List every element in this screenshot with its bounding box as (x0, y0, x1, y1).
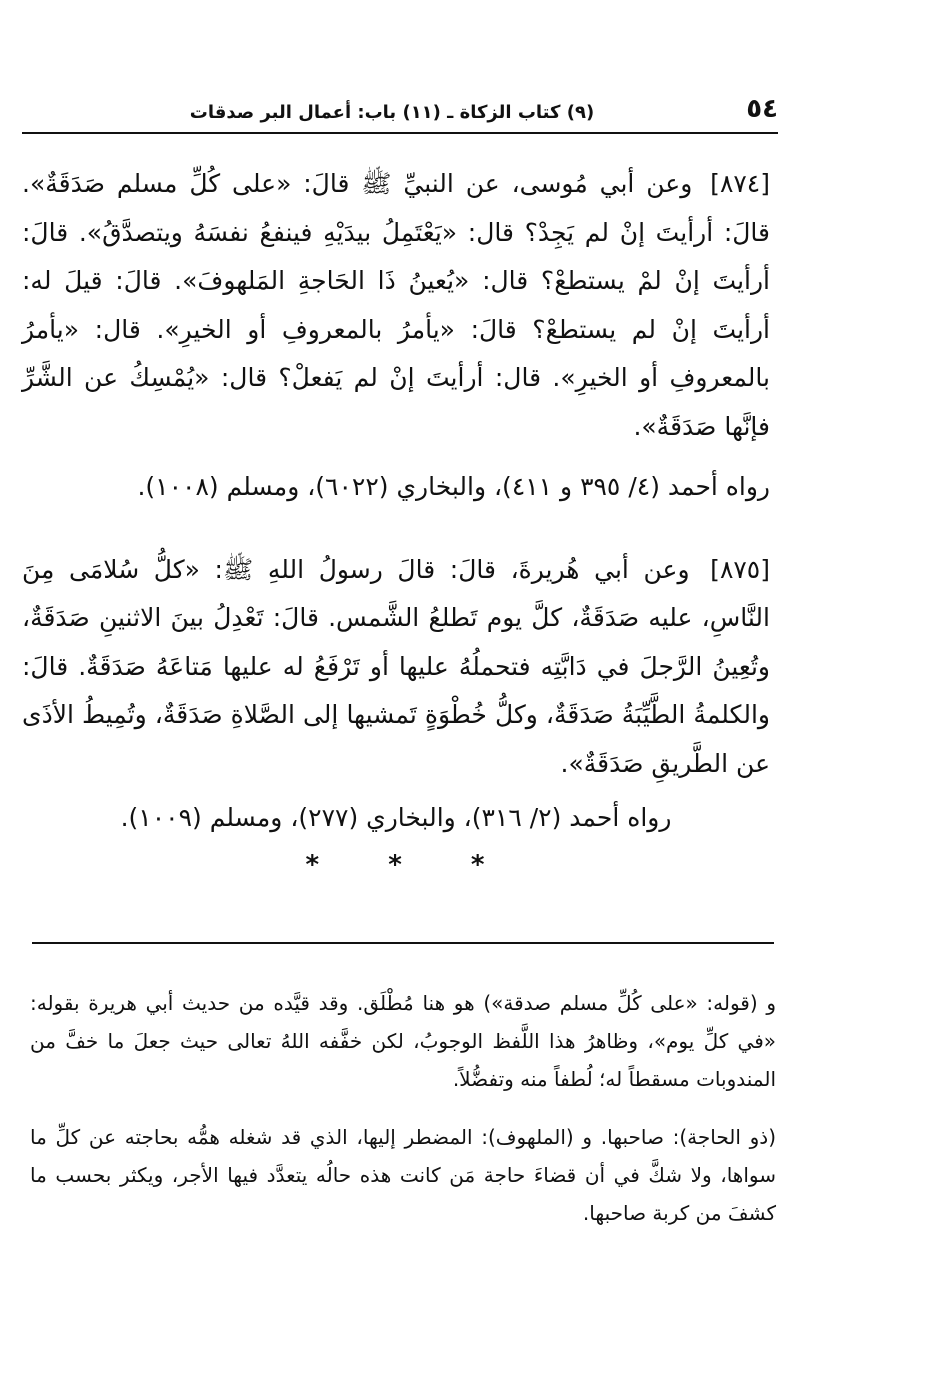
footnote-divider (32, 942, 774, 944)
asterisk-mark: * (388, 850, 404, 880)
running-title: (٩) كتاب الزكاة ـ (١١) باب: أعمال البر صدقات (189, 102, 595, 123)
footnote-paragraph: (ذو الحاجة): صاحبها. و (الملهوف): المضطر إليها، الذي قد شغله همُّه بحاجته عن كلِّ ما سواها، ولا شكَّ في أن قضاءَ حاجة مَن كانت هذه حالُه يتعدَّد فيها الأجر، ويكثر بحسب ما كشفَ من كربة صاحبها. (30, 1125, 776, 1225)
page-header (22, 88, 778, 134)
main-text (22, 160, 770, 890)
hadith-number: [٨٧٤] (710, 169, 770, 198)
asterisk-mark: * (305, 850, 322, 880)
hadith-text: وعن أبي مُوسى، عن النبيِّ ﷺ قالَ: «على كُلِّ مسلم صَدَقَةٌ». قالَ: أرأيتَ إنْ لم يَجِدْ؟ قال: «يَعْتَمِلُ بيدَيْهِ فينفعُ نفسَهُ ويتصدَّقُ». قالَ: أرأيتَ إنْ لمْ يستطعْ؟ قال: «يُعينُ ذَا الحَاجةِ المَلهوفَ». قالَ: قيلَ له: أرأيتَ إنْ لم يستطعْ؟ قالَ: «يأمرُ بالمعروفِ أو الخيرِ». قال: «يأمرُ بالمعروفِ أو الخيرِ». قال: أرأيتَ إنْ لم يَفعلْ؟ قال: «يُمْسِكُ عن الشَّرِّ فإنَّها صَدَقَةٌ». (22, 169, 770, 441)
hadith-875 (22, 546, 770, 789)
hadith-874 (22, 160, 770, 451)
hadith-source: رواه أحمد (٤/ ٣٩٥ و ٤١١)، والبخاري (٦٠٢٢)، ومسلم (١٠٠٨). (137, 472, 770, 501)
asterisk-mark: * (470, 850, 487, 880)
section-separator (22, 850, 770, 890)
page-number: ٥٤ (746, 94, 778, 124)
hadith-number: [٨٧٥] (710, 554, 770, 584)
hadith-text: وعن أبي هُريرةَ، قالَ: قالَ رسولُ اللهِ ﷺ: «كلُّ سُلامَى مِنَ النَّاسِ، عليه صَدَقَةٌ، كلَّ يوم تَطلعُ الشَّمس. قالَ: تَعْدِلُ بينَ الاثنينِ صَدَقَةٌ، وتُعِينُ الرَّجلَ في دَابَّتِه فتحملُهُ عليها أو تَرْفَعُ له عليها مَتاعَهُ صَدَقَةٌ. قالَ: والكلمةُ الطَّيِّبَةُ صَدَقَةٌ، وكلُّ خُطْوَةٍ تَمشيها إلى الصَّلاةِ صَدَقَةٌ، وتُمِيطُ الأذَى عن الطَّريقِ صَدَقَةٌ». (22, 554, 770, 778)
hadith-source: رواه أحمد (٢/ ٣١٦)، والبخاري (٢٧٧)، ومسلم (١٠٠٩). (120, 803, 672, 832)
footnote-paragraph: و (قوله: «على كُلِّ مسلم صدقة») هو هنا مُطْلَق. وقد قيَّده من حديث أبي هريرة بقوله: «في كلِّ يوم»، وظاهرُ هذا اللَّفظ الوجوبُ، لكن خفَّفه اللهُ تعالى حيث جعلَ ما خفَّ من المندوبات مسقطاً له؛ لُطفاً منه وتفضُّلاً. (30, 991, 776, 1091)
footnotes (30, 984, 776, 1232)
